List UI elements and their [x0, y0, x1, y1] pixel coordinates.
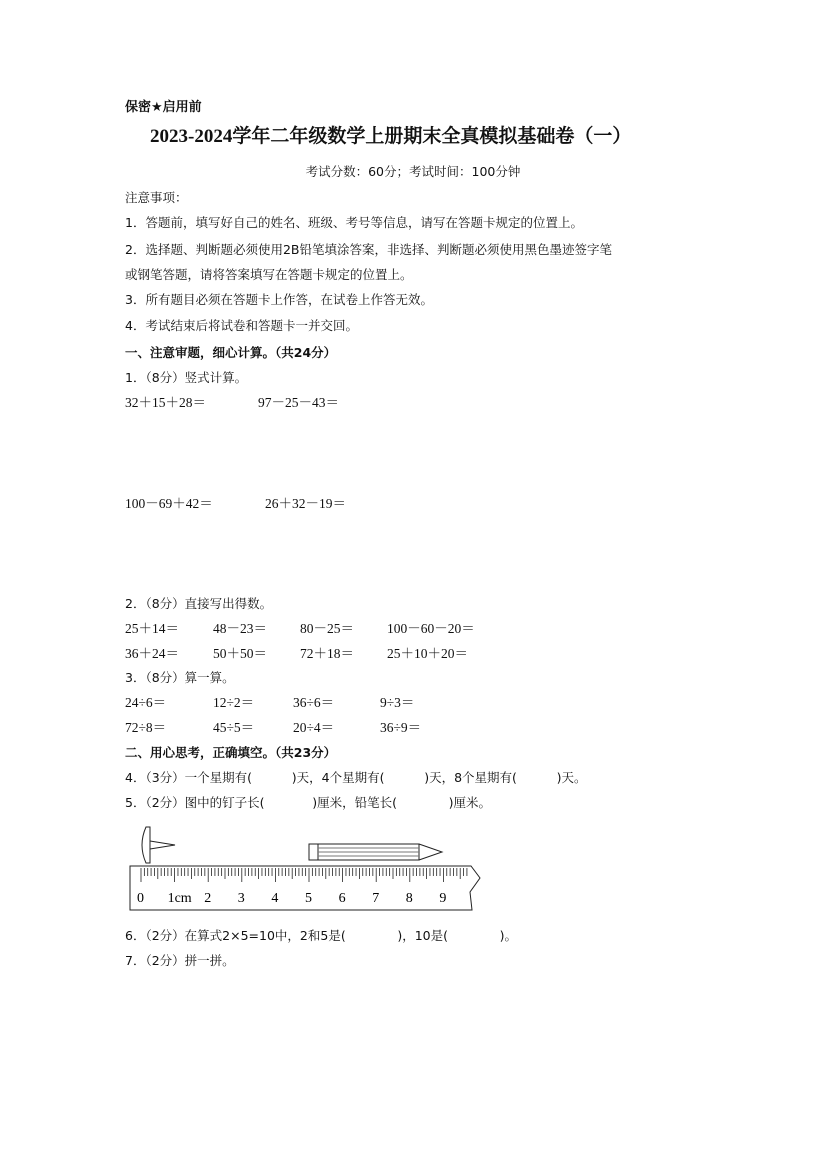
calc-item: 72÷8＝	[125, 720, 167, 735]
note-item: 1．答题前，填写好自己的姓名、班级、考号等信息，请写在答题卡规定的位置上。	[125, 215, 583, 230]
ruler-label: 5	[305, 891, 312, 906]
calc-item: 12÷2＝	[213, 695, 255, 710]
calc-item: 36÷6＝	[293, 695, 335, 710]
calc-item: 36÷9＝	[380, 720, 422, 735]
section-heading: 二、用心思考，正确填空。（共23分）	[125, 745, 337, 760]
calc-item: 9÷3＝	[380, 695, 415, 710]
notes-heading: 注意事项：	[125, 190, 188, 205]
calc-item: 20÷4＝	[293, 720, 335, 735]
question-label: 1．（8分）竖式计算。	[125, 370, 248, 385]
calc-item: 24÷6＝	[125, 695, 167, 710]
calc-item: 32＋15＋28＝	[125, 395, 206, 410]
question-text: 4．（3分）一个星期有( )天，4个星期有( )天，8个星期有( )天。	[125, 770, 587, 785]
page-title: 2023-2024学年二年级数学上册期末全真模拟基础卷（一）	[150, 126, 632, 147]
section-heading: 一、注意审题，细心计算。（共24分）	[125, 345, 337, 360]
calc-item: 25＋10＋20＝	[387, 646, 468, 661]
calc-item: 50＋50＝	[213, 646, 267, 661]
ruler-label: 4	[271, 891, 279, 906]
calc-item: 100－69＋42＝	[125, 496, 213, 511]
ruler	[130, 866, 480, 910]
note-item: 4．考试结束后将试卷和答题卡一并交回。	[125, 318, 358, 333]
nail-icon	[142, 827, 175, 863]
calc-item: 48－23＝	[213, 621, 267, 636]
ruler-label: 0	[137, 891, 144, 906]
ruler-label: 3	[237, 891, 245, 906]
ruler-label: 6	[338, 891, 346, 906]
note-item: 或钢笔答题，请将答案填写在答题卡规定的位置上。	[125, 267, 413, 282]
question-text: 6．（2分）在算式2×5=10中，2和5是( )，10是( )。	[125, 928, 518, 943]
question-label: 2．（8分）直接写出得数。	[125, 596, 273, 611]
note-item: 3．所有题目必须在答题卡上作答，在试卷上作答无效。	[125, 292, 433, 307]
calc-item: 100－60－20＝	[387, 621, 475, 636]
question-label: 3．（8分）算一算。	[125, 670, 235, 685]
calc-item: 80－25＝	[300, 621, 354, 636]
exam-info: 考试分数：60分；考试时间：100分钟	[305, 164, 521, 179]
note-item: 2．选择题、判断题必须使用2B铅笔填涂答案，非选择、判断题必须使用黑色墨迹签字笔	[125, 242, 612, 257]
calc-item: 36＋24＝	[125, 646, 179, 661]
ruler-label: 2	[204, 891, 212, 906]
calc-item: 97－25－43＝	[258, 395, 339, 410]
calc-item: 26＋32－19＝	[265, 496, 346, 511]
ruler-label: 9	[439, 891, 447, 906]
question-text: 5．（2分）图中的钉子长( )厘米，铅笔长( )厘米。	[125, 795, 491, 810]
question-text: 7．（2分）拼一拼。	[125, 953, 235, 968]
pencil-icon	[309, 844, 442, 860]
calc-item: 72＋18＝	[300, 646, 354, 661]
ruler-label: 8	[405, 891, 413, 906]
calc-item: 25＋14＝	[125, 621, 179, 636]
confidential-label: 保密★启用前	[125, 100, 202, 115]
ruler-label: 1cm	[167, 891, 192, 906]
ruler-label: 7	[372, 891, 380, 906]
calc-item: 45÷5＝	[213, 720, 255, 735]
